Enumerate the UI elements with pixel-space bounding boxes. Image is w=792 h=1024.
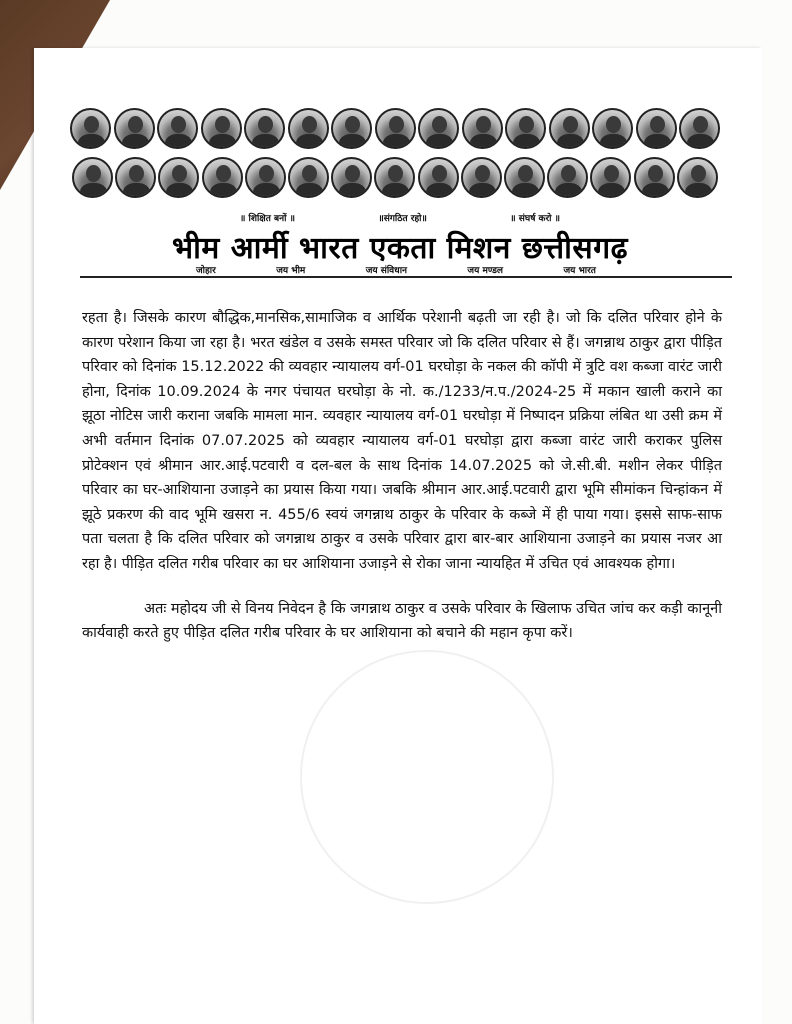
portrait-photo xyxy=(115,157,156,198)
portrait-photo xyxy=(288,157,329,198)
portrait-photo xyxy=(288,108,329,149)
portrait-photo xyxy=(331,157,372,198)
portrait-photo xyxy=(677,157,718,198)
portrait-photo xyxy=(72,157,113,198)
portrait-photo xyxy=(418,108,459,149)
greeting-jai-samvidhan: जय संविधान xyxy=(365,266,408,276)
portrait-photo xyxy=(547,157,588,198)
portrait-photo xyxy=(201,108,242,149)
slogan-organize: ॥संगठित रहो॥ xyxy=(378,214,427,224)
portrait-photo xyxy=(590,157,631,198)
portrait-row-2 xyxy=(70,157,720,198)
portrait-photo xyxy=(202,157,243,198)
portrait-photo xyxy=(592,108,633,149)
portrait-photo xyxy=(679,108,720,149)
portrait-photo xyxy=(461,157,502,198)
portrait-photo xyxy=(504,157,545,198)
greeting-jai-bhim: जय भीम xyxy=(276,266,306,276)
letter-body xyxy=(82,306,722,646)
portrait-photo xyxy=(418,157,459,198)
portrait-photo xyxy=(158,157,199,198)
portrait-photo xyxy=(375,108,416,149)
portrait-photo xyxy=(331,108,372,149)
header-divider xyxy=(80,276,732,278)
slogan-agitate: ॥ संघर्ष करो ॥ xyxy=(510,214,560,224)
org-title: भीम आर्मी भारत एकता मिशन छत्तीसगढ़ xyxy=(172,231,628,266)
portrait-photo xyxy=(634,157,675,198)
portrait-photo xyxy=(462,108,503,149)
portrait-photo xyxy=(549,108,590,149)
portrait-banner xyxy=(70,108,720,206)
greeting-johar: जोहार xyxy=(196,266,216,276)
request-paragraph: अतः महोदय जी से विनय निवेदन है कि जगन्नाथ ठाकुर व उसके परिवार के खिलाफ उचित जांच कर कड़ी कानूनी कार्यवाही करते हुए पीड़ित दलित गरीब परिवार के घर आशियाना को बचाने की महान कृपा करें। xyxy=(82,600,722,642)
greeting-jai-mandal: जय मण्डल xyxy=(467,266,504,276)
portrait-row-1 xyxy=(70,108,720,149)
body-paragraph: रहता है। जिसके कारण बौद्धिक,मानसिक,सामाजिक व आर्थिक परेशानी बढ़ती जा रही है। जो कि दलित परिवार होने के कारण परेशान किया जा रहा है। भरत खंडेल व उसके समस्त परिवार जो कि दलित परिवार से हैं। जगन्नाथ ठाकुर द्वारा पीड़ित परिवार को दिनांक 15.12.2022 की व्यवहार न्यायालय वर्ग-01 घरघोड़ा के नकल की कॉपी में त्रुटि वश कब्जा वारंट जारी होना, दिनांक 10.09.2024 के नगर पंचायत घरघोड़ा के नो. क./1233/न.प./2024-25 में मकान खाली कराने का झूठा नोटिस जारी कराना जबकि मामला मान. व्यवहार न्यायालय वर्ग-01 घरघोड़ा में निष्पादन प्रक्रिया लंबित था उसी क्रम में अभी वर्तमान दिनांक 07.07.2025 को व्यवहार न्यायालय वर्ग-01 घरघोड़ा द्वारा कब्जा वारंट जारी कराकर पुलिस प्रोटेक्शन एवं श्रीमान आर.आई.पटवारी व दल-बल के साथ दिनांक 14.07.2025 को जे.सी.बी. मशीन लेकर पीड़ित परिवार का घर-आशियाना उजाड़ने का प्रयास किया गया। जबकि श्रीमान आर.आई.पटवारी द्वारा भूमि सीमांकन चिन्हांकन में झूठे प्रकरण की वाद भूमि खसरा न. 455/6 स्वयं जगन्नाथ ठाकुर के परिवार के कब्जे में ही पाया गया। इससे साफ-साफ पता चलता है कि दलित परिवार को जगन्नाथ ठाकुर व उसके परिवार द्वारा बार-बार आशियाना उजाड़ने का प्रयास नजर आ रहा है। पीड़ित दलित गरीब परिवार का घर आशियाना उजाड़ने से रोका जाना न्यायहित में उचित एवं आवश्यक होगा। xyxy=(82,310,722,572)
portrait-photo xyxy=(374,157,415,198)
portrait-photo xyxy=(636,108,677,149)
portrait-photo xyxy=(244,108,285,149)
greeting-line xyxy=(196,263,596,276)
portrait-photo xyxy=(157,108,198,149)
slogan-educate: ॥ शिक्षित बनों ॥ xyxy=(240,214,296,224)
greeting-jai-bharat: जय भारत xyxy=(563,266,596,276)
faint-watermark-seal xyxy=(300,650,554,904)
portrait-photo xyxy=(70,108,111,149)
slogan-line xyxy=(240,211,560,224)
portrait-photo xyxy=(505,108,546,149)
portrait-photo xyxy=(245,157,286,198)
portrait-photo xyxy=(114,108,155,149)
